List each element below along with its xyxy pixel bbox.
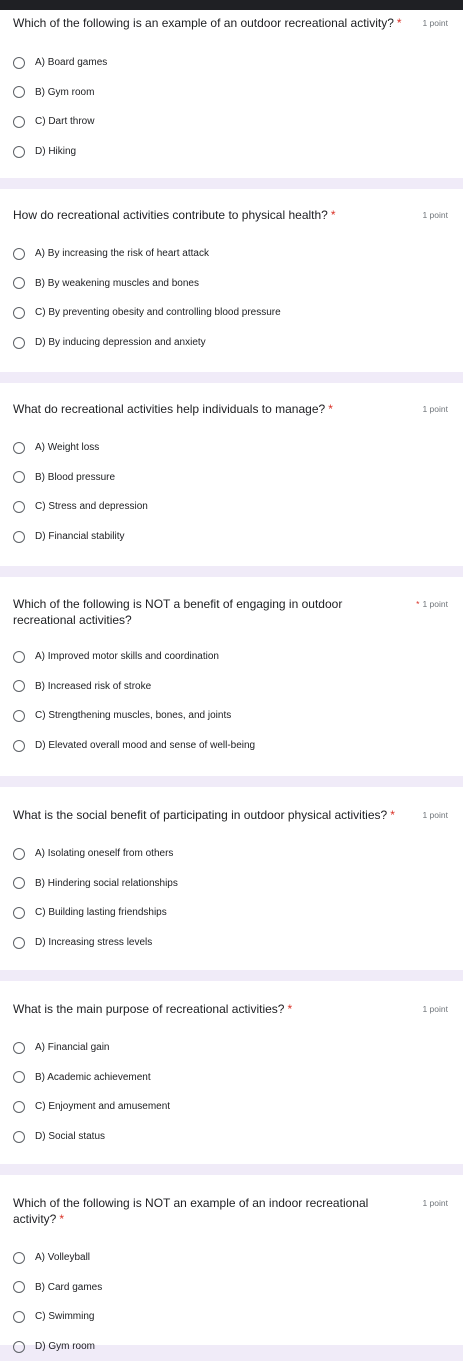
radio-button[interactable] <box>13 1311 25 1323</box>
option-label: B) By weakening muscles and bones <box>35 277 199 289</box>
radio-button[interactable] <box>13 248 25 260</box>
option-label: B) Card games <box>35 1281 103 1293</box>
options-group <box>13 48 448 166</box>
option-c[interactable] <box>13 898 448 928</box>
question-card <box>0 10 463 178</box>
option-label: D) Gym room <box>35 1341 95 1353</box>
option-label: C) Building lasting friendships <box>35 907 167 919</box>
radio-button[interactable] <box>13 86 25 98</box>
question-text: What is the main purpose of recreational activities? <box>13 1002 285 1016</box>
option-label: C) By preventing obesity and controlling blood pressure <box>35 307 281 319</box>
option-d[interactable] <box>13 731 448 761</box>
option-label: B) Academic achievement <box>35 1071 151 1083</box>
option-d[interactable] <box>13 137 448 167</box>
radio-button[interactable] <box>13 1252 25 1264</box>
question-title <box>13 15 402 31</box>
option-label: D) Elevated overall mood and sense of well-being <box>35 740 256 752</box>
required-asterisk: * <box>59 1212 65 1226</box>
question-card <box>0 787 463 970</box>
option-label: A) Board games <box>35 57 108 69</box>
question-header <box>13 1195 448 1227</box>
question-header <box>13 807 448 823</box>
question-card <box>0 981 463 1164</box>
radio-button[interactable] <box>13 1101 25 1113</box>
radio-button[interactable] <box>13 501 25 513</box>
option-label: C) Enjoyment and amusement <box>35 1101 171 1113</box>
question-title <box>13 807 395 823</box>
radio-button[interactable] <box>13 937 25 949</box>
question-text: What is the social benefit of participating in outdoor physical activities? <box>13 808 388 822</box>
radio-button[interactable] <box>13 1131 25 1143</box>
option-label: D) Hiking <box>35 146 77 158</box>
option-c[interactable] <box>13 107 448 137</box>
question-text: Which of the following is NOT an example of an indoor recreational activity? <box>13 1196 369 1226</box>
options-group <box>13 839 448 957</box>
option-d[interactable] <box>13 1332 448 1361</box>
radio-button[interactable] <box>13 277 25 289</box>
question-card <box>0 1175 463 1353</box>
radio-button[interactable] <box>13 146 25 158</box>
radio-button[interactable] <box>13 1071 25 1083</box>
option-label: D) By inducing depression and anxiety <box>35 337 206 349</box>
option-c[interactable] <box>13 701 448 731</box>
option-label: D) Financial stability <box>35 531 125 543</box>
required-asterisk: * <box>416 599 420 609</box>
option-label: B) Blood pressure <box>35 471 116 483</box>
points-label: 1 point <box>422 810 448 820</box>
question-header <box>13 1001 448 1017</box>
radio-button[interactable] <box>13 307 25 319</box>
option-a[interactable] <box>13 48 448 78</box>
radio-button[interactable] <box>13 1281 25 1293</box>
option-a[interactable] <box>13 239 448 269</box>
option-label: C) Strengthening muscles, bones, and joints <box>35 710 232 722</box>
options-group <box>13 239 448 357</box>
question-header <box>13 401 448 417</box>
question-text: Which of the following is NOT a benefit of engaging in outdoor recreational activities? <box>13 597 343 627</box>
required-asterisk: * <box>287 1002 293 1016</box>
required-asterisk: * <box>390 808 395 822</box>
option-c[interactable] <box>13 298 448 328</box>
radio-button[interactable] <box>13 57 25 69</box>
points-label: 1 point <box>422 1004 448 1014</box>
option-label: C) Dart throw <box>35 116 95 128</box>
option-label: D) Social status <box>35 1131 106 1143</box>
radio-button[interactable] <box>13 848 25 860</box>
option-label: A) Improved motor skills and coordination <box>35 651 219 663</box>
points-text: 1 point <box>422 599 448 609</box>
radio-button[interactable] <box>13 740 25 752</box>
question-text: Which of the following is an example of an outdoor recreational activity? <box>13 16 394 30</box>
radio-button[interactable] <box>13 471 25 483</box>
radio-button[interactable] <box>13 877 25 889</box>
radio-button[interactable] <box>13 907 25 919</box>
radio-button[interactable] <box>13 710 25 722</box>
option-label: A) Isolating oneself from others <box>35 848 174 860</box>
option-a[interactable] <box>13 433 448 463</box>
option-b[interactable] <box>13 869 448 899</box>
required-asterisk: * <box>396 16 402 30</box>
radio-button[interactable] <box>13 531 25 543</box>
question-card <box>0 189 463 372</box>
points-label: 1 point <box>422 404 448 414</box>
question-title <box>13 1195 408 1227</box>
options-group <box>13 1033 448 1151</box>
option-label: A) By increasing the risk of heart attack <box>35 248 209 260</box>
option-b[interactable] <box>13 672 448 702</box>
option-d[interactable] <box>13 928 448 958</box>
top-bar <box>0 0 463 10</box>
question-header <box>13 596 448 628</box>
radio-button[interactable] <box>13 1341 25 1353</box>
option-label: A) Volleyball <box>35 1252 91 1264</box>
options-group <box>13 433 448 551</box>
points-label <box>413 596 448 612</box>
option-label: C) Stress and depression <box>35 501 148 513</box>
question-title <box>13 596 407 628</box>
radio-button[interactable] <box>13 651 25 663</box>
option-label: A) Financial gain <box>35 1042 110 1054</box>
option-b[interactable] <box>13 78 448 108</box>
points-label: 1 point <box>422 210 448 220</box>
question-title <box>13 1001 292 1017</box>
points-label: 1 point <box>422 18 448 28</box>
question-text: How do recreational activities contribute to physical health? <box>13 208 328 222</box>
options-group <box>13 642 448 760</box>
option-label: B) Gym room <box>35 86 95 98</box>
option-label: A) Weight loss <box>35 442 100 454</box>
option-label: D) Increasing stress levels <box>35 937 153 949</box>
options-group <box>13 1243 448 1361</box>
option-a[interactable] <box>13 1243 448 1273</box>
option-c[interactable] <box>13 1092 448 1122</box>
option-b[interactable] <box>13 1063 448 1093</box>
question-header <box>13 207 448 223</box>
option-c[interactable] <box>13 492 448 522</box>
required-asterisk: * <box>330 208 336 222</box>
option-a[interactable] <box>13 642 448 672</box>
option-d[interactable] <box>13 328 448 358</box>
option-label: B) Hindering social relationships <box>35 877 178 889</box>
radio-button[interactable] <box>13 680 25 692</box>
question-title <box>13 401 333 417</box>
radio-button[interactable] <box>13 1042 25 1054</box>
option-c[interactable] <box>13 1302 448 1332</box>
question-title <box>13 207 336 223</box>
option-label: C) Swimming <box>35 1311 95 1323</box>
question-card <box>0 577 463 776</box>
option-a[interactable] <box>13 839 448 869</box>
option-d[interactable] <box>13 522 448 552</box>
question-header <box>13 15 448 31</box>
option-b[interactable] <box>13 1273 448 1303</box>
question-text: What do recreational activities help individuals to manage? <box>13 402 326 416</box>
option-d[interactable] <box>13 1122 448 1152</box>
radio-button[interactable] <box>13 337 25 349</box>
points-label: 1 point <box>422 1198 448 1208</box>
question-card <box>0 383 463 566</box>
radio-button[interactable] <box>13 116 25 128</box>
option-label: B) Increased risk of stroke <box>35 680 152 692</box>
option-b[interactable] <box>13 269 448 299</box>
option-a[interactable] <box>13 1033 448 1063</box>
option-b[interactable] <box>13 463 448 493</box>
required-asterisk: * <box>328 402 333 416</box>
radio-button[interactable] <box>13 442 25 454</box>
